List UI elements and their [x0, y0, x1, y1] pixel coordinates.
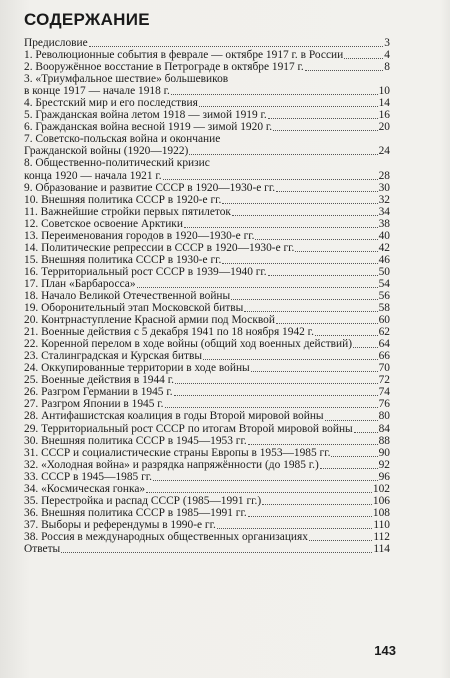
toc-entry-title: 11. Важнейшие стройки первых пятилеток	[24, 205, 231, 218]
toc-entry-title: 13. Переименования городов в 1920—1930-е гг.	[24, 229, 255, 242]
toc-entry-page: 110	[373, 518, 390, 531]
toc-entry-title: 16. Территориальный рост СССР в 1939—1940 гг.	[24, 265, 267, 278]
toc-entry-title: 6. Гражданская война весной 1919 — зимой 1920 г.	[24, 121, 273, 134]
toc-entry-line	[24, 362, 390, 374]
toc-entry-title: 30. Внешняя политика СССР в 1945—1953 гг.	[24, 434, 247, 447]
toc-entry	[24, 519, 390, 531]
dot-leader	[251, 371, 378, 372]
toc-entry	[24, 495, 390, 507]
dot-leader	[61, 552, 372, 553]
dot-leader	[309, 540, 372, 541]
toc-entry-title: 27. Разгром Японии в 1945 г.	[24, 398, 164, 411]
toc-entry-line	[24, 145, 390, 157]
toc-entry-page: 60	[378, 314, 390, 327]
toc-entry-line	[24, 170, 390, 182]
page-number: 143	[374, 643, 396, 658]
toc-entry-page: 70	[378, 362, 390, 375]
toc-entry-title: 25. Военные действия в 1944 г.	[24, 374, 174, 387]
toc-entry	[24, 182, 390, 194]
toc-entry	[24, 543, 390, 555]
toc-entry	[24, 338, 390, 350]
toc-entry-title: 14. Политические репрессии в СССР в 1920—1930-е гг.	[24, 241, 295, 254]
toc-entry-page: 14	[378, 97, 390, 110]
toc-entry-title: 2. Вооружённое восстание в Петрограде в октябре 1917 г.	[24, 61, 304, 74]
toc-entry-page: 20	[378, 121, 390, 134]
toc-entry-title: Ответы	[24, 542, 61, 555]
toc-entry-title: 23. Сталинградская и Курская битвы	[24, 350, 202, 363]
table-of-contents	[24, 37, 390, 555]
toc-entry-line	[24, 121, 390, 133]
toc-entry-title: 34. «Космическая гонка»	[24, 482, 146, 495]
toc-entry-title: 12. Советское освоение Арктики	[24, 217, 183, 230]
toc-entry	[24, 531, 390, 543]
dot-leader	[199, 106, 378, 107]
dot-leader	[189, 154, 377, 155]
toc-entry	[24, 49, 390, 61]
toc-entry	[24, 73, 390, 97]
toc-entry-line	[24, 531, 390, 543]
toc-entry	[24, 326, 390, 338]
toc-entry-title: 19. Оборонительный этап Московской битвы	[24, 302, 244, 315]
dot-leader	[222, 203, 377, 204]
toc-entry-page: 50	[378, 265, 390, 278]
toc-entry	[24, 459, 390, 471]
dot-leader	[320, 468, 378, 469]
toc-entry	[24, 447, 390, 459]
toc-entry	[24, 386, 390, 398]
toc-entry-page: 28	[378, 169, 390, 182]
dot-leader	[175, 383, 378, 384]
toc-entry	[24, 61, 390, 73]
toc-entry-line	[24, 302, 390, 314]
toc-entry-line	[24, 410, 390, 422]
toc-entry	[24, 242, 390, 254]
toc-entry-page: 62	[378, 326, 390, 339]
dot-leader	[268, 118, 378, 119]
toc-entry-line	[24, 471, 390, 483]
toc-entry	[24, 254, 390, 266]
dot-leader	[89, 46, 384, 47]
toc-entry-line	[24, 230, 390, 242]
toc-entry-page: 112	[373, 530, 390, 543]
toc-entry	[24, 290, 390, 302]
toc-entry-title-first-line: 7. Советско-польская война и окончание	[24, 133, 221, 146]
dot-leader	[295, 251, 377, 252]
dot-leader	[255, 239, 377, 240]
dot-leader	[353, 347, 378, 348]
toc-entry-line	[24, 278, 390, 290]
toc-entry-line	[24, 495, 390, 507]
toc-entry-line	[24, 37, 390, 49]
toc-entry-title: Гражданской войны (1920—1922)	[24, 145, 189, 158]
dot-leader	[217, 528, 373, 529]
toc-entry	[24, 398, 390, 410]
toc-entry-line	[24, 266, 390, 278]
toc-entry-title: 28. Антифашистская коалиция в годы Второй мировой войны	[24, 410, 324, 423]
toc-entry-page: 3	[384, 37, 390, 49]
toc-entry-page: 64	[378, 338, 390, 351]
toc-entry-title: 32. «Холодная война» и разрядка напряжённости (до 1985 г.)	[24, 458, 319, 471]
toc-entry-page: 46	[378, 253, 390, 266]
toc-entry-page: 76	[378, 398, 390, 411]
toc-entry-line	[24, 435, 390, 447]
toc-entry-line	[24, 543, 390, 555]
dot-leader	[165, 407, 378, 408]
toc-entry	[24, 133, 390, 157]
toc-entry-line	[24, 254, 390, 266]
dot-leader	[262, 504, 372, 505]
dot-leader	[305, 70, 384, 71]
toc-entry	[24, 483, 390, 495]
toc-entry-line	[24, 374, 390, 386]
toc-entry-title: 36. Внешняя политика СССР в 1985—1991 гг.	[24, 506, 247, 519]
toc-entry-line	[24, 519, 390, 531]
toc-entry-line	[24, 386, 390, 398]
toc-entry-title: 18. Начало Великой Отечественной войны	[24, 289, 231, 302]
toc-entry-line	[24, 350, 390, 362]
toc-entry-page: 74	[378, 386, 390, 399]
toc-entry-title: 37. Выборы и референдумы в 1990-е гг.	[24, 518, 216, 531]
toc-entry-line	[24, 218, 390, 230]
toc-entry-line	[24, 423, 390, 435]
toc-entry-title: 38. Россия в международных общественных организациях	[24, 530, 308, 543]
dot-leader	[244, 311, 377, 312]
toc-entry-title: 31. СССР и социалистические страны Европы в 1953—1985 гг.	[24, 446, 331, 459]
dot-leader	[344, 58, 383, 59]
toc-entry-title: в конце 1917 — начале 1918 г.	[24, 85, 170, 98]
dot-leader	[315, 335, 378, 336]
toc-entry-page: 88	[378, 434, 390, 447]
toc-entry	[24, 314, 390, 326]
toc-entry-page: 56	[378, 289, 390, 302]
toc-entry-line	[24, 447, 390, 459]
toc-entry-page: 114	[373, 542, 390, 555]
toc-entry	[24, 37, 390, 49]
toc-entry	[24, 410, 390, 422]
toc-entry-title: 17. План «Барбаросса»	[24, 277, 136, 290]
toc-entry-page: 40	[378, 229, 390, 242]
toc-entry-page: 32	[378, 193, 390, 206]
dot-leader	[163, 179, 378, 180]
toc-entry-line	[24, 314, 390, 326]
toc-entry-line	[24, 85, 390, 97]
toc-entry-line	[24, 109, 390, 121]
toc-entry-line	[24, 194, 390, 206]
dot-leader	[276, 191, 378, 192]
dot-leader	[248, 516, 372, 517]
toc-entry-title: 9. Образование и развитие СССР в 1920—1930-е гг.	[24, 181, 276, 194]
toc-entry-line	[24, 61, 390, 73]
dot-leader	[232, 215, 378, 216]
dot-leader	[174, 395, 378, 396]
toc-entry-page: 24	[378, 145, 390, 158]
toc-entry-page: 90	[378, 446, 390, 459]
toc-entry-title-first-line: 3. «Триумфальное шествие» большевиков	[24, 73, 229, 86]
toc-entry-page: 54	[378, 277, 390, 290]
toc-entry	[24, 362, 390, 374]
toc-entry	[24, 278, 390, 290]
toc-entry-line	[24, 338, 390, 350]
dot-leader	[137, 287, 378, 288]
toc-entry-title: 24. Оккупированные территории в ходе войны	[24, 362, 250, 375]
toc-entry-page: 16	[378, 109, 390, 122]
toc-entry	[24, 302, 390, 314]
dot-leader	[268, 275, 378, 276]
toc-entry-line	[24, 49, 390, 61]
toc-entry	[24, 507, 390, 519]
dot-leader	[354, 432, 378, 433]
toc-entry-page: 10	[378, 85, 390, 98]
dot-leader	[153, 480, 378, 481]
toc-entry-title: 4. Брестский мир и его последствия	[24, 97, 198, 110]
toc-entry	[24, 350, 390, 362]
toc-entry-title: 1. Революционные события в феврале — октябре 1917 г. в России	[24, 49, 344, 62]
toc-entry-title: 15. Внешняя политика СССР в 1930-е гг.	[24, 253, 222, 266]
toc-entry	[24, 471, 390, 483]
toc-entry-page: 102	[372, 482, 390, 495]
toc-entry-line	[24, 326, 390, 338]
dot-leader	[325, 420, 378, 421]
toc-entry-line	[24, 242, 390, 254]
toc-entry-line	[24, 483, 390, 495]
toc-entry-title: конца 1920 — начала 1921 г.	[24, 169, 162, 182]
toc-entry-line	[24, 459, 390, 471]
page-heading: СОДЕРЖАНИЕ	[24, 10, 150, 29]
toc-entry	[24, 97, 390, 109]
toc-entry-line	[24, 97, 390, 109]
toc-entry	[24, 230, 390, 242]
dot-leader	[248, 444, 378, 445]
toc-entry-page: 80	[378, 410, 390, 423]
toc-entry	[24, 121, 390, 133]
toc-entry	[24, 435, 390, 447]
toc-entry-line	[24, 398, 390, 410]
dot-leader	[203, 359, 378, 360]
toc-entry	[24, 266, 390, 278]
toc-entry-page: 106	[372, 494, 390, 507]
toc-entry-page: 84	[378, 422, 390, 435]
toc-entry-line	[24, 290, 390, 302]
toc-entry-title: 21. Военные действия с 5 декабря 1941 по 18 ноября 1942 г.	[24, 326, 314, 339]
toc-entry-page: 66	[378, 350, 390, 363]
toc-entry	[24, 157, 390, 181]
toc-entry-title: 10. Внешняя политика СССР в 1920-е гг.	[24, 193, 222, 206]
toc-entry-title: 5. Гражданская война летом 1918 — зимой 1919 г.	[24, 109, 267, 122]
toc-entry-page: 58	[378, 302, 390, 315]
dot-leader	[273, 130, 378, 131]
toc-entry-title: 26. Разгром Германии в 1945 г.	[24, 386, 173, 399]
dot-leader	[331, 456, 377, 457]
toc-entry-page: 8	[384, 61, 390, 74]
toc-entry	[24, 206, 390, 218]
toc-entry-title: 22. Коренной перелом в ходе войны (общий ход военных действий)	[24, 338, 353, 351]
toc-entry-page: 72	[378, 374, 390, 387]
dot-leader	[171, 94, 378, 95]
dot-leader	[276, 323, 378, 324]
toc-entry	[24, 218, 390, 230]
dot-leader	[146, 492, 372, 493]
toc-entry-title-first-line: 8. Общественно-политический кризис	[24, 157, 210, 170]
toc-entry	[24, 374, 390, 386]
toc-entry	[24, 109, 390, 121]
toc-entry-page: 108	[372, 506, 390, 519]
dot-leader	[184, 227, 378, 228]
toc-entry-line	[24, 507, 390, 519]
toc-entry-title: 33. СССР в 1945—1985 гг.	[24, 470, 152, 483]
toc-entry-page: 4	[384, 49, 390, 62]
toc-entry-title: Предисловие	[24, 37, 88, 49]
toc-entry	[24, 423, 390, 435]
toc-entry-title: 29. Территориальный рост СССР по итогам Второй мировой войны	[24, 422, 353, 435]
toc-entry-page: 42	[378, 241, 390, 254]
toc-entry	[24, 194, 390, 206]
dot-leader	[222, 263, 377, 264]
toc-entry-title: 20. Контрнаступление Красной армии под Москвой	[24, 314, 275, 327]
toc-entry-page: 96	[378, 470, 390, 483]
toc-entry-page: 30	[378, 181, 390, 194]
toc-entry-page: 34	[378, 205, 390, 218]
toc-entry-line	[24, 206, 390, 218]
toc-entry-line	[24, 182, 390, 194]
dot-leader	[231, 299, 377, 300]
toc-entry-page: 38	[378, 217, 390, 230]
toc-entry-page: 92	[378, 458, 390, 471]
toc-entry-title: 35. Перестройка и распад СССР (1985—1991 гг.)	[24, 494, 262, 507]
